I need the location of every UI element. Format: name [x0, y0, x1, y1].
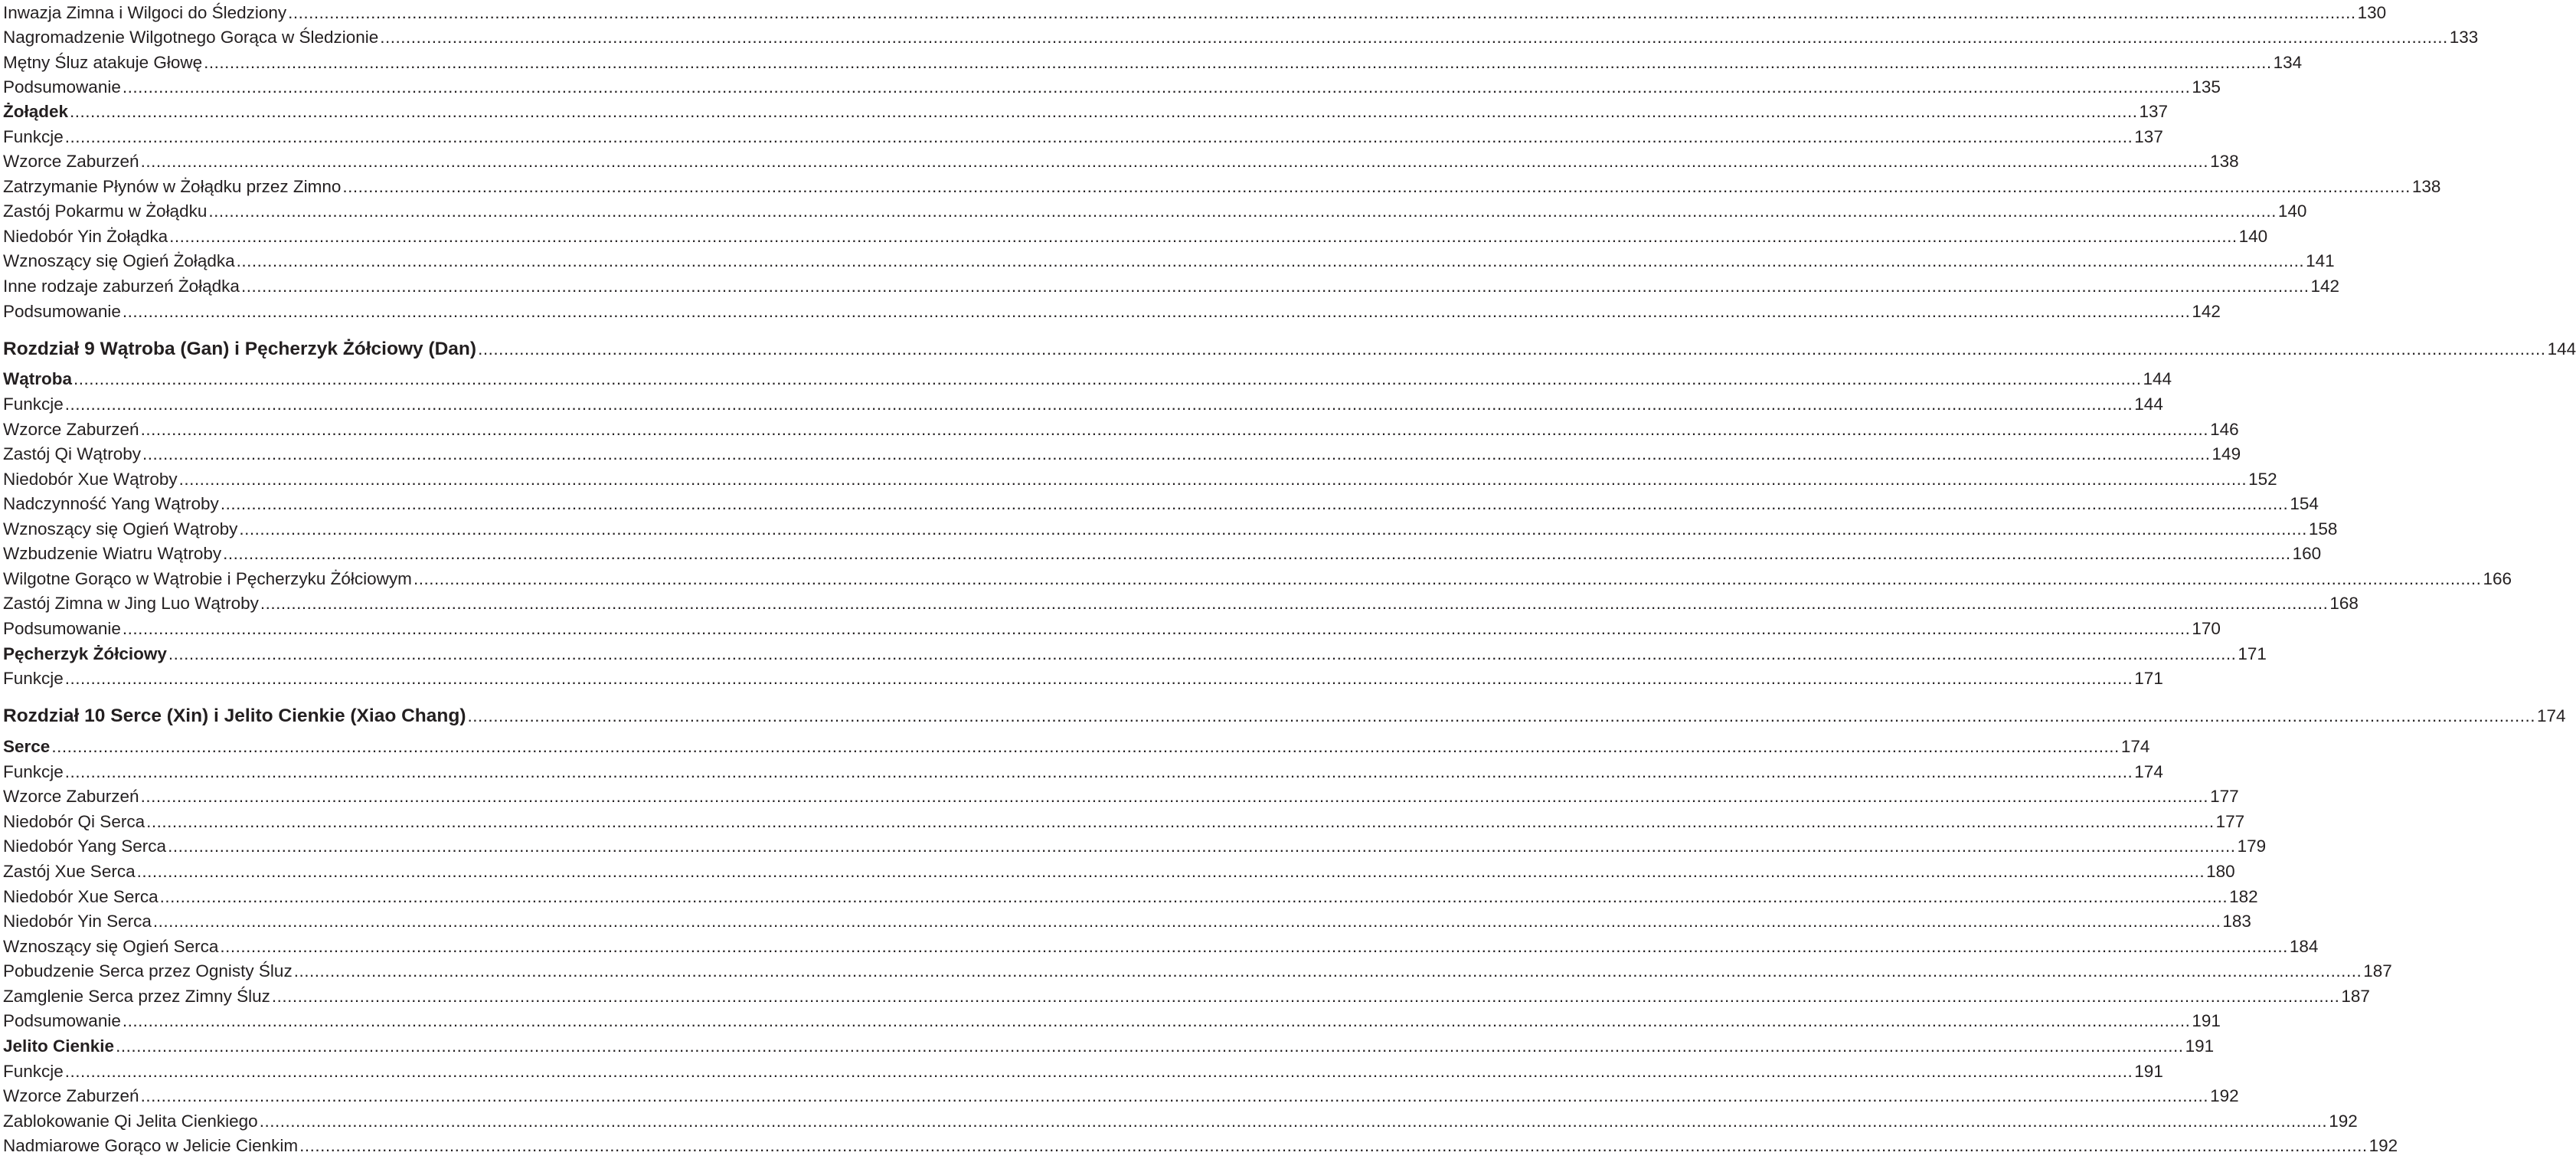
toc-entry-row [3, 1110, 2358, 1133]
toc-dot-leader: ................................................................................................................................................................................................................................................................................................................................................................................................................ [413, 569, 2482, 588]
toc-dot-leader: ................................................................................................................................................................................................................................................................................................................................................................................................................ [142, 444, 2211, 463]
toc-entry-row [3, 960, 2392, 983]
toc-entry-title: Żołądek [3, 102, 69, 121]
toc-entry-title: Wzorce Zaburzeń [3, 420, 139, 439]
toc-entry-row [3, 300, 2221, 323]
toc-entry-title: Funkcje [3, 762, 64, 781]
toc-page-number: 160 [2292, 544, 2322, 563]
toc-entry-row [3, 26, 2479, 49]
toc-entry-row [3, 76, 2221, 99]
toc-entry-row [3, 886, 2258, 909]
toc-page-number: 182 [2229, 887, 2258, 906]
toc-page-number: 187 [2341, 987, 2370, 1006]
toc-dot-leader: ................................................................................................................................................................................................................................................................................................................................................................................................................ [64, 395, 2133, 414]
toc-entry-row [3, 493, 2319, 516]
toc-dot-leader: ................................................................................................................................................................................................................................................................................................................................................................................................................ [169, 227, 2238, 246]
toc-entry-title: Jelito Cienkie [3, 1036, 115, 1056]
toc-section-row [3, 643, 2267, 666]
toc-entry-title: Zamglenie Serca przez Zimny Śluz [3, 987, 270, 1006]
toc-entry-title: Inne rodzaje zaburzeń Żołądka [3, 277, 240, 296]
toc-dot-leader: ................................................................................................................................................................................................................................................................................................................................................................................................................ [64, 669, 2133, 688]
toc-entry-row [3, 592, 2359, 615]
toc-page-number: 137 [2134, 127, 2163, 146]
toc-entry-title: Podsumowanie [3, 77, 121, 97]
toc-entry-title: Funkcje [3, 395, 64, 414]
toc-page-number: 135 [2192, 77, 2221, 97]
toc-entry-title: Zatrzymanie Płynów w Żołądku przez Zimno [3, 177, 342, 196]
toc-entry-title: Niedobór Xue Serca [3, 887, 159, 906]
toc-dot-leader: ................................................................................................................................................................................................................................................................................................................................................................................................................ [259, 1112, 2328, 1131]
toc-dot-leader: ................................................................................................................................................................................................................................................................................................................................................................................................................ [168, 644, 2237, 663]
toc-entry-row [3, 393, 2163, 416]
toc-page-number: 144 [2547, 339, 2576, 359]
toc-entry-title: Pobudzenie Serca przez Ognisty Śluz [3, 961, 293, 981]
toc-dot-leader: ................................................................................................................................................................................................................................................................................................................................................................................................................ [208, 201, 2277, 221]
toc-entry-title: Serce [3, 737, 51, 756]
toc-dot-leader: ................................................................................................................................................................................................................................................................................................................................................................................................................ [64, 762, 2133, 781]
toc-entry-row [3, 835, 2267, 858]
toc-entry-row [3, 761, 2163, 784]
toc-dot-leader: ................................................................................................................................................................................................................................................................................................................................................................................................................ [122, 77, 2191, 97]
toc-dot-leader: ................................................................................................................................................................................................................................................................................................................................................................................................................ [236, 251, 2305, 270]
toc-page-number: 192 [2210, 1086, 2239, 1105]
toc-page-number: 180 [2206, 862, 2235, 881]
toc-entry-title: Wzorce Zaburzeń [3, 152, 139, 171]
toc-dot-leader: ................................................................................................................................................................................................................................................................................................................................................................................................................ [64, 1062, 2133, 1081]
toc-entry-row [3, 935, 2319, 958]
toc-entry-row [3, 443, 2241, 466]
toc-entry-title: Funkcje [3, 127, 64, 146]
toc-entry-row [3, 860, 2235, 883]
toc-dot-leader: ................................................................................................................................................................................................................................................................................................................................................................................................................ [271, 987, 2340, 1006]
toc-page-number: 177 [2215, 812, 2245, 831]
toc-page-number: 177 [2210, 787, 2239, 806]
toc-dot-leader: ................................................................................................................................................................................................................................................................................................................................................................................................................ [152, 912, 2221, 931]
toc-section-row [3, 100, 2169, 123]
toc-entry-title: Inwazja Zimna i Wilgoci do Śledziony [3, 3, 287, 22]
toc-dot-leader: ................................................................................................................................................................................................................................................................................................................................................................................................................ [140, 787, 2209, 806]
toc-entry-title: Funkcje [3, 1062, 64, 1081]
toc-section-row [3, 1035, 2215, 1058]
toc-page-number: 152 [2248, 470, 2277, 489]
toc-entry-title: Zastój Pokarmu w Żołądku [3, 201, 208, 221]
toc-dot-leader: ................................................................................................................................................................................................................................................................................................................................................................................................................ [299, 1136, 2368, 1155]
toc-entry-title: Wzorce Zaburzeń [3, 1086, 139, 1105]
toc-page-number: 170 [2192, 619, 2221, 638]
toc-entry-title: Wilgotne Gorąco w Wątrobie i Pęcherzyku Żółciowym [3, 569, 412, 588]
toc-dot-leader: ................................................................................................................................................................................................................................................................................................................................................................................................................ [239, 519, 2307, 539]
toc-dot-leader: ................................................................................................................................................................................................................................................................................................................................................................................................................ [223, 544, 2291, 563]
toc-entry-title: Niedobór Yang Serca [3, 837, 167, 856]
toc-dot-leader: ................................................................................................................................................................................................................................................................................................................................................................................................................ [136, 862, 2205, 881]
toc-dot-leader: ................................................................................................................................................................................................................................................................................................................................................................................................................ [70, 102, 2138, 121]
toc-entry-title: Nadmiarowe Gorąco w Jelicie Cienkim [3, 1136, 299, 1155]
toc-page-number: 154 [2290, 494, 2319, 513]
toc-page-number: 142 [2192, 302, 2221, 321]
toc-page-number: 158 [2308, 519, 2338, 539]
toc-dot-leader: ................................................................................................................................................................................................................................................................................................................................................................................................................ [122, 1011, 2191, 1030]
toc-entry-title: Podsumowanie [3, 302, 121, 321]
toc-page-number: 171 [2134, 669, 2163, 688]
toc-entry-row [3, 418, 2239, 441]
toc-dot-leader: ................................................................................................................................................................................................................................................................................................................................................................................................................ [178, 470, 2247, 489]
toc-page-number: 179 [2237, 837, 2267, 856]
toc-chapter-row [3, 338, 2576, 361]
toc-entry-row [3, 51, 2303, 74]
toc-page-number: 140 [2277, 201, 2307, 221]
toc-entry-row [3, 2, 2387, 25]
toc-page-number: 187 [2363, 961, 2392, 981]
toc-page-number: 183 [2222, 912, 2251, 931]
toc-entry-row [3, 175, 2441, 198]
toc-page-number: 130 [2357, 3, 2387, 22]
toc-dot-leader: ................................................................................................................................................................................................................................................................................................................................................................................................................ [51, 737, 2120, 756]
toc-page-number: 171 [2238, 644, 2267, 663]
toc-entry-row [3, 200, 2307, 223]
toc-page-number: 138 [2411, 177, 2441, 196]
toc-dot-leader: ................................................................................................................................................................................................................................................................................................................................................................................................................ [478, 339, 2546, 359]
toc-entry-title: Niedobór Xue Wątroby [3, 470, 178, 489]
toc-page-number: 191 [2192, 1011, 2221, 1030]
toc-entry-row [3, 910, 2251, 933]
toc-entry-title: Wątroba [3, 369, 72, 388]
toc-dot-leader: ................................................................................................................................................................................................................................................................................................................................................................................................................ [293, 961, 2362, 981]
toc-dot-leader: ................................................................................................................................................................................................................................................................................................................................................................................................................ [74, 369, 2142, 388]
toc-page-number: 174 [2134, 762, 2163, 781]
toc-dot-leader: ................................................................................................................................................................................................................................................................................................................................................................................................................ [122, 302, 2191, 321]
toc-entry-row [3, 810, 2245, 833]
toc-page-number: 174 [2120, 737, 2150, 756]
toc-entry-title: Niedobór Qi Serca [3, 812, 145, 831]
toc-entry-title: Rozdział 10 Serce (Xin) i Jelito Cienkie (Xiao Chang) [3, 706, 466, 726]
toc-entry-title: Wzorce Zaburzeń [3, 787, 139, 806]
toc-page-number: 192 [2368, 1136, 2398, 1155]
toc-dot-leader: ................................................................................................................................................................................................................................................................................................................................................................................................................ [140, 1086, 2209, 1105]
toc-entry-row [3, 542, 2322, 565]
toc-entry-title: Wzbudzenie Wiatru Wątroby [3, 544, 222, 563]
toc-page-number: 174 [2536, 706, 2566, 725]
toc-entry-title: Wznoszący się Ogień Serca [3, 937, 219, 956]
toc-entry-title: Mętny Śluz atakuje Głowę [3, 53, 203, 72]
toc-dot-leader: ................................................................................................................................................................................................................................................................................................................................................................................................................ [140, 420, 2209, 439]
toc-page-number: 192 [2329, 1112, 2358, 1131]
toc-entry-row [3, 617, 2221, 640]
toc-entry-row [3, 1010, 2221, 1033]
toc-dot-leader: ................................................................................................................................................................................................................................................................................................................................................................................................................ [116, 1036, 2184, 1056]
toc-dot-leader: ................................................................................................................................................................................................................................................................................................................................................................................................................ [220, 937, 2288, 956]
toc-dot-leader: ................................................................................................................................................................................................................................................................................................................................................................................................................ [260, 594, 2329, 613]
toc-dot-leader: ................................................................................................................................................................................................................................................................................................................................................................................................................ [64, 127, 2133, 146]
toc-dot-leader: ................................................................................................................................................................................................................................................................................................................................................................................................................ [140, 152, 2209, 171]
toc-entry-title: Zastój Xue Serca [3, 862, 136, 881]
toc-page-number: 146 [2210, 420, 2239, 439]
toc-entry-title: Niedobór Yin Serca [3, 912, 152, 931]
toc-dot-leader: ................................................................................................................................................................................................................................................................................................................................................................................................................ [220, 494, 2289, 513]
toc-entry-title: Zastój Qi Wątroby [3, 444, 142, 463]
toc-entry-title: Rozdział 9 Wątroba (Gan) i Pęcherzyk Żółciowy (Dan) [3, 339, 477, 359]
toc-page-number: 137 [2139, 102, 2169, 121]
toc-entry-row [3, 1060, 2163, 1083]
toc-entry-title: Niedobór Yin Żołądka [3, 227, 168, 246]
toc-dot-leader: ................................................................................................................................................................................................................................................................................................................................................................................................................ [146, 812, 2215, 831]
toc-page-number: 149 [2212, 444, 2241, 463]
toc-entry-title: Podsumowanie [3, 1011, 121, 1030]
toc-page-number: 140 [2238, 227, 2268, 246]
toc-entry-row [3, 568, 2512, 591]
toc-dot-leader: ................................................................................................................................................................................................................................................................................................................................................................................................................ [122, 619, 2191, 638]
toc-entry-row [3, 150, 2239, 173]
toc-entry-row [3, 985, 2370, 1008]
toc-page-number: 166 [2483, 569, 2512, 588]
toc-entry-title: Nagromadzenie Wilgotnego Gorąca w Śledzionie [3, 28, 379, 47]
toc-entry-row [3, 785, 2239, 808]
toc-page-number: 168 [2329, 594, 2359, 613]
toc-entry-row [3, 468, 2277, 491]
toc-entry-title: Podsumowanie [3, 619, 121, 638]
toc-page-number: 191 [2134, 1062, 2163, 1081]
toc-dot-leader: ................................................................................................................................................................................................................................................................................................................................................................................................................ [168, 837, 2236, 856]
toc-dot-leader: ................................................................................................................................................................................................................................................................................................................................................................................................................ [467, 706, 2535, 725]
toc-entry-row [3, 667, 2163, 690]
toc-entry-title: Zablokowanie Qi Jelita Cienkiego [3, 1112, 258, 1131]
toc-section-row [3, 735, 2150, 758]
toc-entry-row [3, 1134, 2398, 1157]
toc-page-number: 191 [2185, 1036, 2215, 1056]
toc-page-number: 138 [2210, 152, 2239, 171]
toc-entry-row [3, 126, 2163, 149]
toc-entry-row [3, 250, 2335, 273]
toc-page-number: 142 [2310, 277, 2339, 296]
toc-page-number: 184 [2289, 937, 2319, 956]
toc-entry-title: Nadczynność Yang Wątroby [3, 494, 219, 513]
toc-dot-leader: ................................................................................................................................................................................................................................................................................................................................................................................................................ [288, 3, 2356, 22]
toc-page-number: 141 [2306, 251, 2335, 270]
toc-entry-row [3, 1085, 2239, 1108]
toc-page-number: 134 [2273, 53, 2303, 72]
toc-dot-leader: ................................................................................................................................................................................................................................................................................................................................................................................................................ [342, 177, 2411, 196]
toc-dot-leader: ................................................................................................................................................................................................................................................................................................................................................................................................................ [380, 28, 2448, 47]
toc-entry-row [3, 275, 2339, 298]
toc-chapter-row [3, 705, 2566, 728]
toc-page-number: 133 [2449, 28, 2479, 47]
toc-dot-leader: ................................................................................................................................................................................................................................................................................................................................................................................................................ [204, 53, 2272, 72]
toc-dot-leader: ................................................................................................................................................................................................................................................................................................................................................................................................................ [159, 887, 2228, 906]
toc-entry-row [3, 518, 2338, 541]
toc-section-row [3, 368, 2172, 391]
toc-entry-title: Funkcje [3, 669, 64, 688]
toc-dot-leader: ................................................................................................................................................................................................................................................................................................................................................................................................................ [240, 277, 2310, 296]
toc-entry-title: Wznoszący się Ogień Wątroby [3, 519, 238, 539]
toc-page-number: 144 [2143, 369, 2172, 388]
toc-entry-row [3, 225, 2268, 248]
toc-entry-title: Pęcherzyk Żółciowy [3, 644, 167, 663]
toc-entry-title: Zastój Zimna w Jing Luo Wątroby [3, 594, 259, 613]
toc-page-number: 144 [2134, 395, 2163, 414]
toc-entry-title: Wznoszący się Ogień Żołądka [3, 251, 235, 270]
